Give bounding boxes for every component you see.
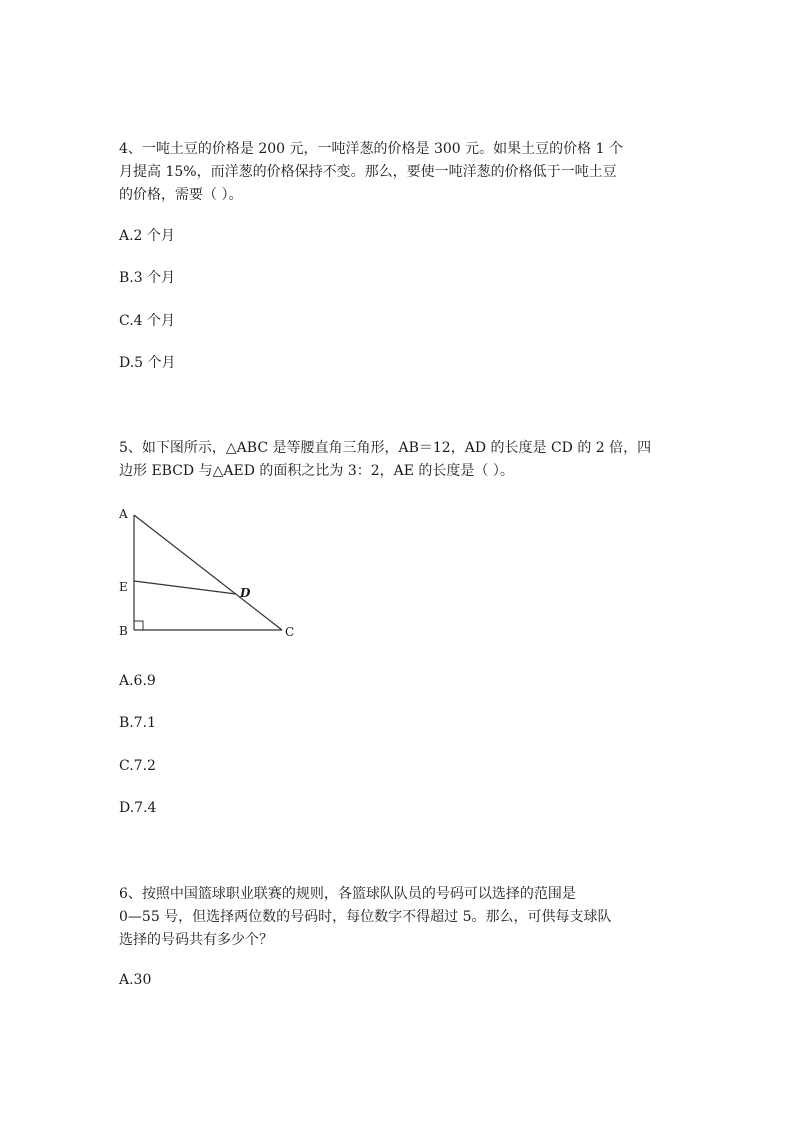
question-4-option-b: B.3 个月 [119, 270, 176, 286]
label-d: D [240, 586, 251, 600]
label-b: B [119, 624, 128, 638]
question-5-line-1: 5、如下图所示，△ABC 是等腰直角三角形，AB＝12，AD 的长度是 CD 的 2 倍，四 [119, 440, 652, 456]
question-5-option-b: B.7.1 [119, 715, 157, 731]
label-e: E [119, 580, 128, 594]
question-6-text [119, 883, 679, 952]
question-4-line-3: 的价格，需要（ ）。 [119, 187, 243, 203]
question-6-line-3: 选择的号码共有多少个？ [119, 932, 273, 948]
question-4-line-1: 4、一吨土豆的价格是 200 元，一吨洋葱的价格是 300 元。如果土豆的价格 1 个 [119, 141, 623, 157]
question-5-option-c: C.7.2 [119, 758, 156, 774]
question-4-option-c: C.4 个月 [119, 313, 176, 329]
triangle-diagram [112, 500, 312, 645]
question-5-option-a: A.6.9 [119, 673, 156, 689]
question-5-line-2: 边形 EBCD 与△AED 的面积之比为 3：2，AE 的长度是（ ）。 [119, 463, 514, 479]
label-a: A [119, 507, 128, 521]
question-5-text [119, 437, 679, 483]
label-c: C [285, 625, 295, 639]
question-6-line-2: 0—55 号，但选择两位数的号码时，每位数字不得超过 5。那么，可供每支球队 [119, 909, 612, 925]
question-6-line-1: 6、按照中国篮球职业联赛的规则，各篮球队队员的号码可以选择的范围是 [119, 886, 576, 902]
right-angle-mark [134, 621, 143, 630]
triangle-figure [112, 500, 312, 645]
question-4-option-a: A.2 个月 [119, 228, 175, 244]
side-ac [134, 515, 282, 630]
question-6-option-a: A.30 [119, 972, 152, 988]
question-4-option-d: D.5 个月 [119, 355, 176, 371]
question-5-option-d: D.7.4 [119, 800, 157, 816]
question-4-text [119, 138, 679, 207]
question-4-line-2: 月提高 15%，而洋葱的价格保持不变。那么，要使一吨洋葱的价格低于一吨土豆 [119, 164, 617, 180]
